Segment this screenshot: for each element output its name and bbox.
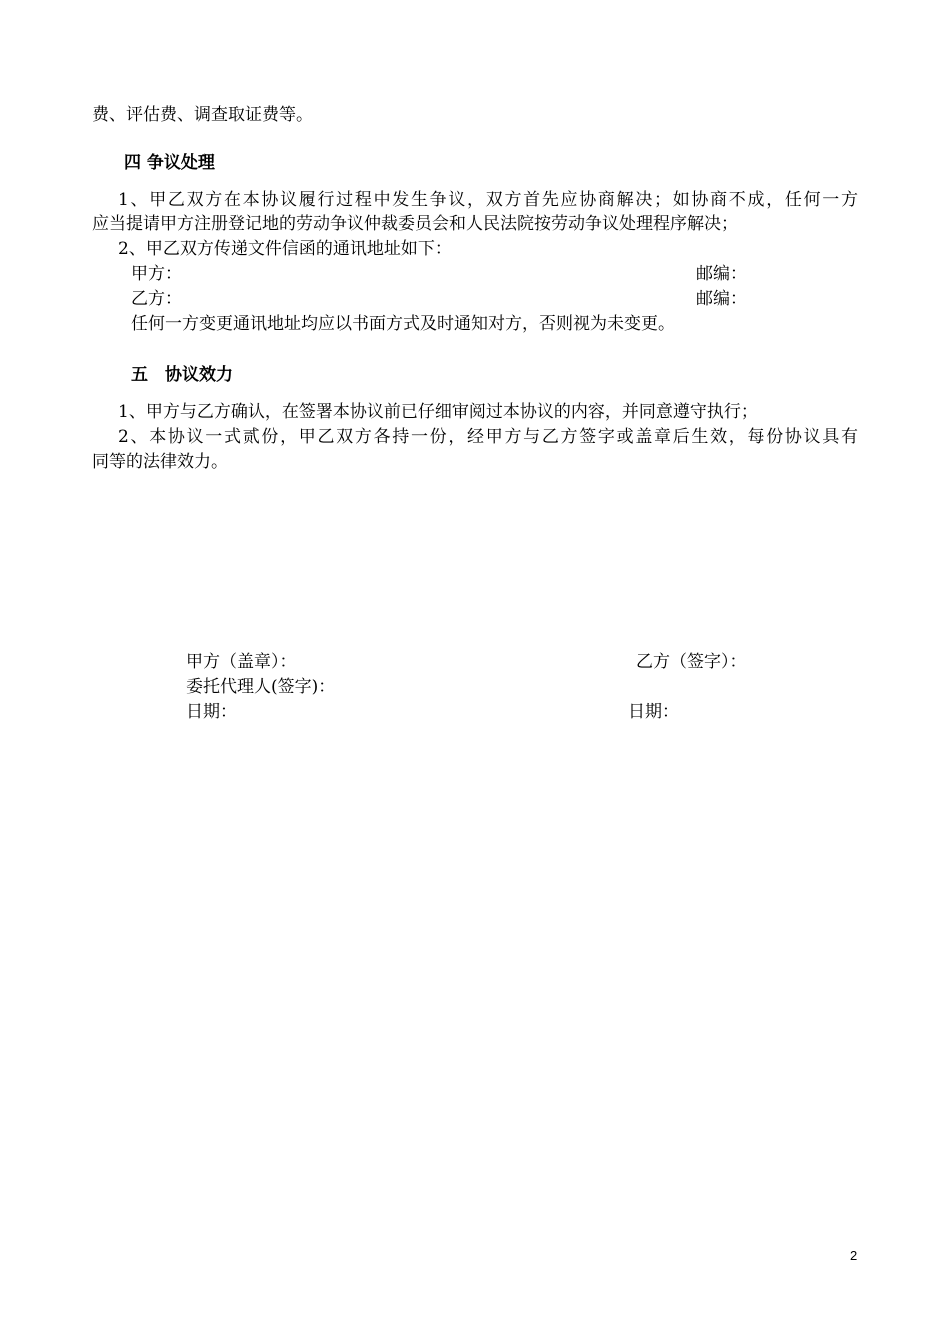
section-5-item-2-line-1: 2、本协议一式贰份，甲乙双方各持一份，经甲方与乙方签字或盖章后生效，每份协议具有: [118, 427, 858, 447]
party-b-sign-label: 乙方（签字）：: [636, 652, 747, 672]
party-a-postcode-label: 邮编：: [696, 264, 747, 284]
section-5-item-1: 1、甲方与乙方确认，在签署本协议前已仔细审阅过本协议的内容，并同意遵守执行；: [118, 402, 758, 422]
party-a-seal-label: 甲方（盖章）：: [186, 652, 297, 672]
continuation-text: 费、评估费、调查取证费等。: [92, 105, 313, 125]
section-4-item-1-line-1: 1、甲乙双方在本协议履行过程中发生争议，双方首先应协商解决；如协商不成，任何一方: [118, 190, 858, 210]
section-5-item-2-line-2: 同等的法律效力。: [92, 452, 228, 472]
party-b-address-label: 乙方：: [131, 289, 182, 309]
section-4-item-2: 2、甲乙双方传递文件信函的通讯地址如下：: [118, 239, 452, 259]
section-4-item-1-line-2: 应当提请甲方注册登记地的劳动争议仲裁委员会和人民法院按劳动争议处理程序解决；: [92, 214, 738, 234]
party-a-date-label: 日期：: [186, 702, 237, 722]
section-5-heading: 五 协议效力: [131, 365, 233, 385]
agent-sign-label: 委托代理人(签字)：: [186, 677, 336, 697]
page-number: 2: [850, 1248, 858, 1263]
party-a-address-label: 甲方：: [131, 264, 182, 284]
party-b-date-label: 日期：: [628, 702, 679, 722]
party-b-postcode-label: 邮编：: [696, 289, 747, 309]
section-4-heading: 四 争议处理: [124, 153, 215, 173]
address-change-notice: 任何一方变更通讯地址均应以书面方式及时通知对方，否则视为未变更。: [131, 314, 675, 334]
